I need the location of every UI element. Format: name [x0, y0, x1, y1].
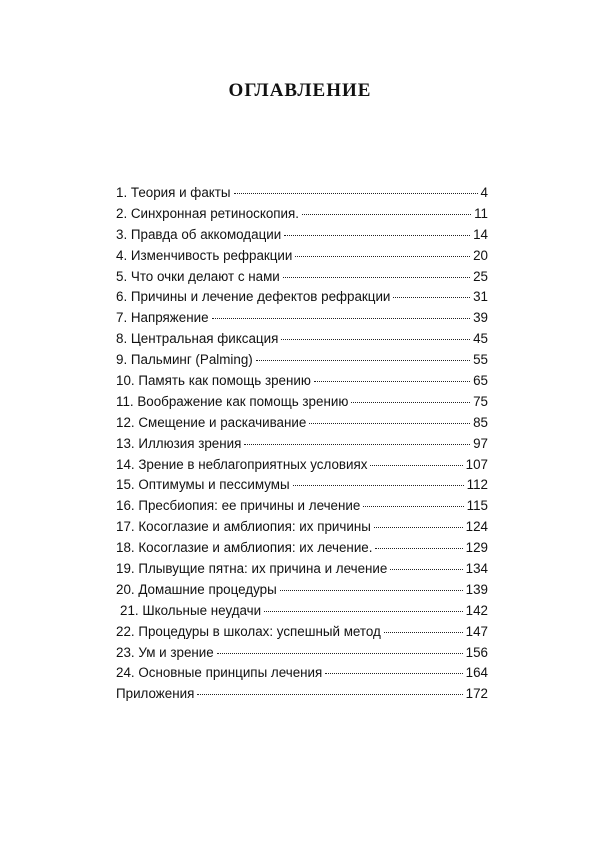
toc-entry	[116, 394, 488, 415]
toc-entry-title: 11. Воображение как помощь зрению	[116, 393, 349, 409]
toc-entry-page: 14	[473, 226, 488, 242]
toc-entry	[116, 477, 488, 498]
toc-entry-title: 12. Смещение и раскачивание	[116, 414, 307, 430]
toc-entry-title: 4. Изменчивость рефракции	[116, 247, 293, 263]
toc-entry	[116, 331, 488, 352]
toc-dot-leader	[363, 506, 463, 507]
toc-entry	[116, 206, 488, 227]
toc-entry-page: 39	[473, 310, 488, 326]
toc-entry-page: 107	[465, 456, 488, 472]
toc-entry	[116, 352, 488, 373]
toc-entry-page: 31	[473, 289, 488, 305]
toc-entry	[116, 561, 488, 582]
toc-entry-page: 129	[465, 540, 488, 556]
toc-entry	[116, 498, 488, 519]
toc-entry-page: 164	[465, 665, 488, 681]
toc-entry-page: 156	[465, 644, 488, 660]
toc-entry-page: 20	[473, 247, 488, 263]
toc-entry-title: 8. Центральная фиксация	[116, 331, 279, 347]
toc-entry	[116, 227, 488, 248]
toc-dot-leader	[374, 527, 463, 528]
toc-entry-page: 142	[465, 602, 488, 618]
toc-entry	[116, 269, 488, 290]
toc-entry-page: 172	[465, 686, 488, 702]
toc-entry-title: 17. Косоглазие и амблиопия: их причины	[116, 519, 371, 535]
toc-entry-page: 139	[465, 581, 488, 597]
toc-entry-page: 115	[466, 498, 488, 514]
toc-entry-page: 124	[465, 519, 488, 535]
toc-entry-title: 23. Ум и зрение	[116, 644, 214, 660]
toc-entry	[116, 645, 488, 666]
toc-dot-leader	[302, 214, 471, 215]
toc-entry-title: 22. Процедуры в школах: успешный метод	[116, 623, 381, 639]
toc-entry-title: 13. Иллюзия зрения	[116, 435, 242, 451]
page-title: ОГЛАВЛЕНИЕ	[228, 80, 372, 101]
toc-dot-leader	[256, 360, 470, 361]
toc-entry	[116, 665, 488, 686]
toc-dot-leader	[351, 402, 470, 403]
toc-dot-leader	[283, 277, 470, 278]
toc-dot-leader	[217, 653, 463, 654]
toc-entry	[116, 310, 488, 331]
toc-entry-page: 4	[480, 185, 488, 200]
toc-entry	[116, 457, 488, 478]
toc-entry	[116, 686, 488, 707]
toc-entry-page: 147	[465, 623, 488, 639]
toc-dot-leader	[280, 590, 463, 591]
toc-dot-leader	[375, 548, 462, 549]
toc-dot-leader	[309, 423, 470, 424]
toc-dot-leader	[284, 235, 470, 236]
toc-entry-title: 20. Домашние процедуры	[116, 581, 277, 597]
toc-entry-page: 45	[473, 331, 488, 347]
toc-dot-leader	[234, 193, 478, 194]
toc-dot-leader	[390, 569, 462, 570]
toc-entry-page: 85	[473, 414, 488, 430]
toc-entry	[116, 436, 488, 457]
toc-entry-title: 3. Правда об аккомодации	[116, 226, 282, 242]
toc-entry-title: 18. Косоглазие и амблиопия: их лечение.	[116, 540, 373, 556]
toc-entry-title: 10. Память как помощь зрению	[116, 373, 311, 389]
toc-entry	[116, 373, 488, 394]
toc-dot-leader	[197, 694, 462, 695]
toc-entry-title: 16. Пресбиопия: ее причины и лечение	[116, 498, 361, 514]
toc-entry	[116, 540, 488, 561]
toc-entry-page: 65	[473, 373, 488, 389]
toc-entry	[116, 289, 488, 310]
toc-entry-page: 112	[466, 477, 488, 493]
toc-entry-page: 55	[473, 352, 488, 368]
toc-entry-page: 25	[473, 268, 488, 284]
toc-dot-leader	[281, 339, 470, 340]
toc-dot-leader	[370, 465, 462, 466]
toc-dot-leader	[393, 297, 470, 298]
toc-entry-title: 15. Оптимумы и пессимумы	[116, 477, 290, 493]
toc-entry-title: 1. Теория и факты	[116, 185, 231, 200]
toc-dot-leader	[212, 318, 471, 319]
toc-entry-title: 6. Причины и лечение дефектов рефракции	[116, 289, 391, 305]
toc-entry-title: 9. Пальминг (Palming)	[116, 352, 253, 368]
toc-entry-page: 134	[465, 561, 488, 577]
toc-dot-leader	[325, 673, 462, 674]
toc-dot-leader	[314, 381, 470, 382]
toc-entry	[116, 624, 488, 645]
toc-entry-title: 21. Школьные неудачи	[120, 602, 262, 618]
toc-entry-title: 24. Основные принципы лечения	[116, 665, 323, 681]
table-of-contents	[116, 185, 488, 707]
toc-dot-leader	[264, 611, 463, 612]
toc-dot-leader	[384, 632, 463, 633]
toc-entry	[116, 582, 488, 603]
toc-entry-title: 7. Напряжение	[116, 310, 209, 326]
toc-entry-title: 5. Что очки делают с нами	[116, 268, 280, 284]
toc-entry	[116, 185, 488, 206]
toc-entry	[116, 603, 488, 624]
toc-dot-leader	[293, 485, 464, 486]
toc-entry-page: 97	[473, 435, 488, 451]
toc-entry	[116, 248, 488, 269]
toc-entry	[116, 519, 488, 540]
toc-entry-page: 11	[474, 205, 488, 221]
toc-entry-title: 19. Плывущие пятна: их причина и лечение	[116, 561, 388, 577]
toc-entry	[116, 415, 488, 436]
toc-entry-title: Приложения	[116, 686, 195, 702]
toc-entry-title: 14. Зрение в неблагоприятных условиях	[116, 456, 368, 472]
toc-entry-page: 75	[473, 393, 488, 409]
toc-dot-leader	[295, 256, 470, 257]
toc-entry-title: 2. Синхронная ретиноскопия.	[116, 205, 299, 221]
toc-dot-leader	[244, 444, 470, 445]
